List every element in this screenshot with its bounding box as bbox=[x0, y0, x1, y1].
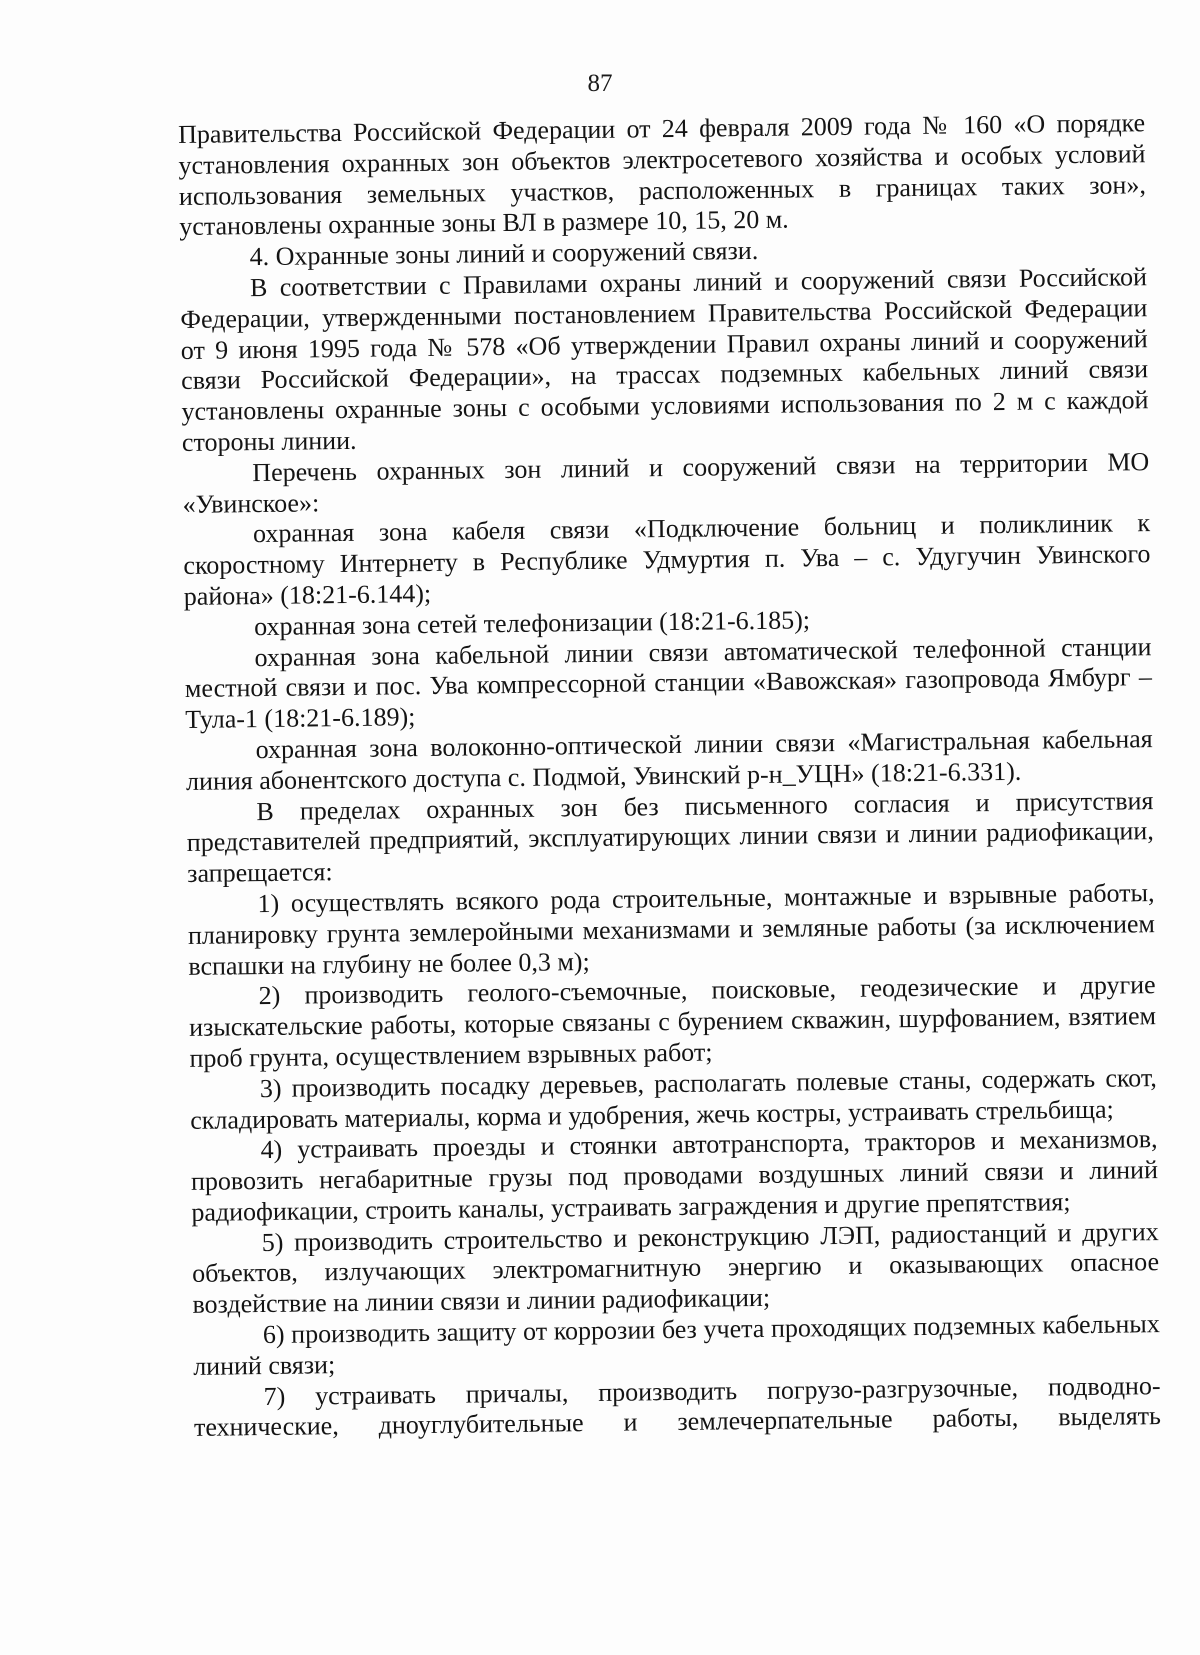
section-heading-communication-zones: 4. Охранные зоны линий и сооружений связи. bbox=[249, 236, 759, 272]
prohibition-item: 7) устраивать причалы, производить погрузо-разгрузочные, подводно-технические, дноуглубительные и землечерпательные работы, выделять bbox=[193, 1370, 1162, 1443]
list-item-zone: охранная зона кабеля связи «Подключение больниц и поликлиник к скоростному Интернету в Республике Удмуртия п. Ува – с. Удугучин Увинского района» (18:21-6.144); bbox=[183, 508, 1151, 611]
page-number: 87 bbox=[587, 70, 613, 97]
list-item-zone: охранная зона сетей телефонизации (18:21-6.185); bbox=[254, 605, 811, 641]
prohibition-item: 1) осуществлять всякого рода строительные, монтажные и взрывные работы, планировку грунта землеройными механизмами и земляные работы (за исключением вспашки на глубину не более 0,3 м); bbox=[187, 878, 1156, 981]
paragraph-continuation: Правительства Российской Федерации от 24 февраля 2009 года № 160 «О порядке установления охранных зон объектов электросетевого хозяйства и особых условий использования земельных участков, расположенных в границах таких зон», установлены охранные зоны ВЛ в размере 10, 15, 20 м. bbox=[178, 108, 1147, 242]
list-item-zone: охранная зона кабельной линии связи автоматической телефонной станции местной связи и пос. Ува компрессорной станции «Вавожская» газопровода Ямбург – Тула-1 (18:21-6.189); bbox=[184, 631, 1153, 735]
paragraph-zones-list-intro: Перечень охранных зон линий и сооружений связи на территории МО «Увинское»: bbox=[182, 446, 1150, 519]
prohibition-item: 4) устраивать проезды и стоянки автотранспорта, тракторов и механизмов, провозить негабаритные грузы под проводами воздушных линий связи и линий радиофикации, строить каналы, устраивать заграждения и другие препятствия; bbox=[190, 1124, 1159, 1227]
document-body bbox=[178, 108, 1161, 1444]
prohibition-item: 6) производить защиту от коррозии без учета проходящих подземных кабельных линий связи; bbox=[193, 1309, 1160, 1381]
prohibition-item: 3) производить посадку деревьев, располагать полевые станы, содержать скот, складировать материалы, корма и удобрения, жечь костры, устраивать стрельбища; bbox=[190, 1062, 1157, 1135]
paragraph-rules-reference: В соответствии с Правилами охраны линий и сооружений связи Российской Федерации, утвержденными постановлением Правительства Российской Федерации от 9 июня 1995 года № 578 «Об утверждении Правил охраны линий и сооружений связи Российской Федерации», на трассах подземных кабельных линий связи установлены охранные зоны с особыми условиями использования по 2 м с каждой стороны линии. bbox=[180, 262, 1149, 457]
list-item-zone: охранная зона волоконно-оптической линии связи «Магистральная кабельная линия абонентского доступа с. Подмой, Увинский р-н_УЦН» (18:21-6.331). bbox=[185, 724, 1153, 796]
paragraph-prohibitions-intro: В пределах охранных зон без письменного согласия и присутствия представителей предприятий, эксплуатирующих линии связи и линии радиофикации, запрещается: bbox=[186, 785, 1154, 889]
prohibition-item: 5) производить строительство и реконструкцию ЛЭП, радиостанций и других объектов, излучающих электромагнитную энергию и оказывающих опасное воздействие на линии связи и линии радиофикации; bbox=[191, 1216, 1160, 1320]
prohibition-item: 2) производить геолого-съемочные, поисковые, геодезические и другие изыскательские работы, которые связаны с бурением скважин, шурфованием, взятием проб грунта, осуществлением взрывных работ; bbox=[188, 970, 1157, 1073]
